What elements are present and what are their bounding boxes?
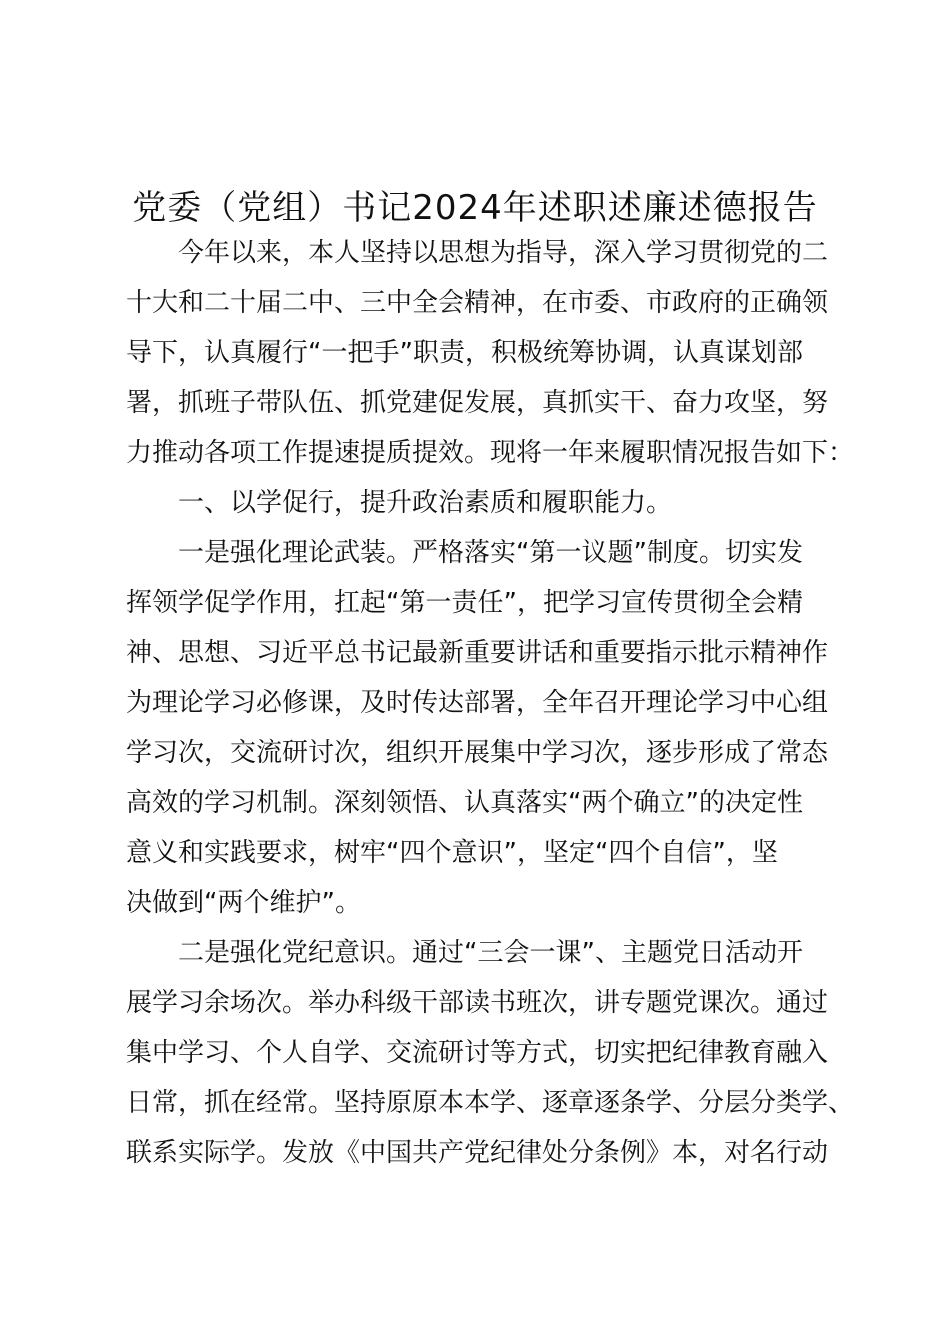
- section-heading: [126, 478, 836, 528]
- paragraph-intro: [126, 228, 855, 478]
- paragraph-line: 力推动各项工作提速提质提效。现将一年来履职情况报告如下：: [126, 438, 855, 468]
- paragraph-theory-study: [126, 528, 836, 928]
- paragraph-line: 挥领学促学作用，扛起“第一责任”，把学习宣传贯彻全会精: [126, 588, 803, 618]
- paragraph-line: 联系实际学。发放《中国共产党纪律处分条例》本，对名行动: [126, 1138, 829, 1168]
- paragraph-line: 神、思想、习近平总书记最新重要讲话和重要指示批示精神作: [126, 638, 829, 668]
- paragraph-line: 日常，抓在经常。坚持原原本本学、逐章逐条学、分层分类学、: [126, 1088, 855, 1118]
- paragraph-line: 集中学习、个人自学、交流研讨等方式，切实把纪律教育融入: [126, 1038, 829, 1068]
- section-heading-line: 一、以学促行，提升政治素质和履职能力。: [178, 488, 673, 518]
- paragraph-line: 展学习余场次。举办科级干部读书班次，讲专题党课次。通过: [126, 988, 829, 1018]
- paragraph-line: 意义和实践要求，树牢“四个意识”，坚定“四个自信”，坚: [126, 838, 778, 868]
- paragraph-line: 今年以来，本人坚持以思想为指导，深入学习贯彻党的二: [178, 238, 829, 268]
- paragraph-line: 署，抓班子带队伍、抓党建促发展，真抓实干、奋力攻坚，努: [126, 388, 829, 418]
- paragraph-line: 二是强化党纪意识。通过“三会一课”、主题党日活动开: [178, 938, 803, 968]
- paragraph-line: 一是强化理论武装。严格落实“第一议题”制度。切实发: [178, 538, 803, 568]
- paragraph-line: 学习次，交流研讨次，组织开展集中学习次，逐步形成了常态: [126, 738, 829, 768]
- paragraph-line: 十大和二十届二中、三中全会精神，在市委、市政府的正确领: [126, 288, 829, 318]
- paragraph-discipline: [126, 928, 855, 1178]
- paragraph-line: 为理论学习必修课，及时传达部署，全年召开理论学习中心组: [126, 688, 829, 718]
- paragraph-line: 高效的学习机制。深刻领悟、认真落实“两个确立”的决定性: [126, 788, 803, 818]
- document-title: 党委（党组）书记2024年述职述廉述德报告: [132, 188, 818, 228]
- paragraph-line: 决做到“两个维护”。: [126, 888, 361, 918]
- paragraph-line: 导下，认真履行“一把手”职责，积极统筹协调，认真谋划部: [126, 338, 803, 368]
